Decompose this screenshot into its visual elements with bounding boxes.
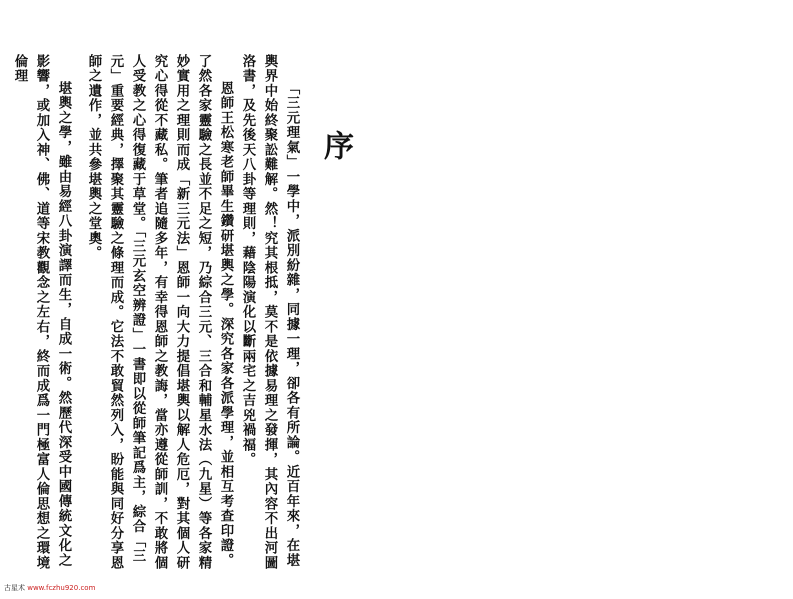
footer-watermark: [4, 584, 95, 592]
footer-url[interactable]: www.fczhu920.com: [27, 584, 96, 592]
paragraph-2: 恩師王松寒老師畢生鑽研堪輿之學。深究各家各派學理，並相互考查印證。了然各家靈驗之長並不足之短，乃綜合三元、三合和輔星水法（九星）等各家精妙實用之理則而成「新三元法」恩師一向大力提倡堪輿以解人危厄，對其個人研究心得從不藏私。筆者追隨多年，有幸得恩師之教誨，當亦遵從師訓，不敢將個人受教之心得復藏于草堂。「三元玄空辨證」一書即以從師筆記爲主，綜合「三元」重要經典，擇聚其靈驗之條理而成。它法不敢貿然列入，盼能與同好分享恩師之遺作，並共參堪輿之堂奧。: [86, 54, 234, 571]
page-title: 序: [318, 130, 353, 160]
body-text: [9, 54, 303, 574]
paragraph-3: 堪輿之學，雖由易經八卦演譯而生，自成一術。然歷代深受中國傳統文化之影響，或加入神、佛、道等宋教觀念之左右，終而成爲一門極富人倫思想之環境倫理: [12, 54, 72, 571]
footer-site-name: 古星术: [4, 584, 25, 592]
paragraph-1: 「三元理氣」一學中，派別紛雜，同據一理，卻各有所論。近百年來，在堪輿界中始終聚訟難解。然！究其根抵，莫不是依據易理之發揮，其內容不出河圖洛書，及先後天八卦等理則，藉陰陽演化以斷兩宅之吉兇禍福。: [240, 54, 300, 571]
